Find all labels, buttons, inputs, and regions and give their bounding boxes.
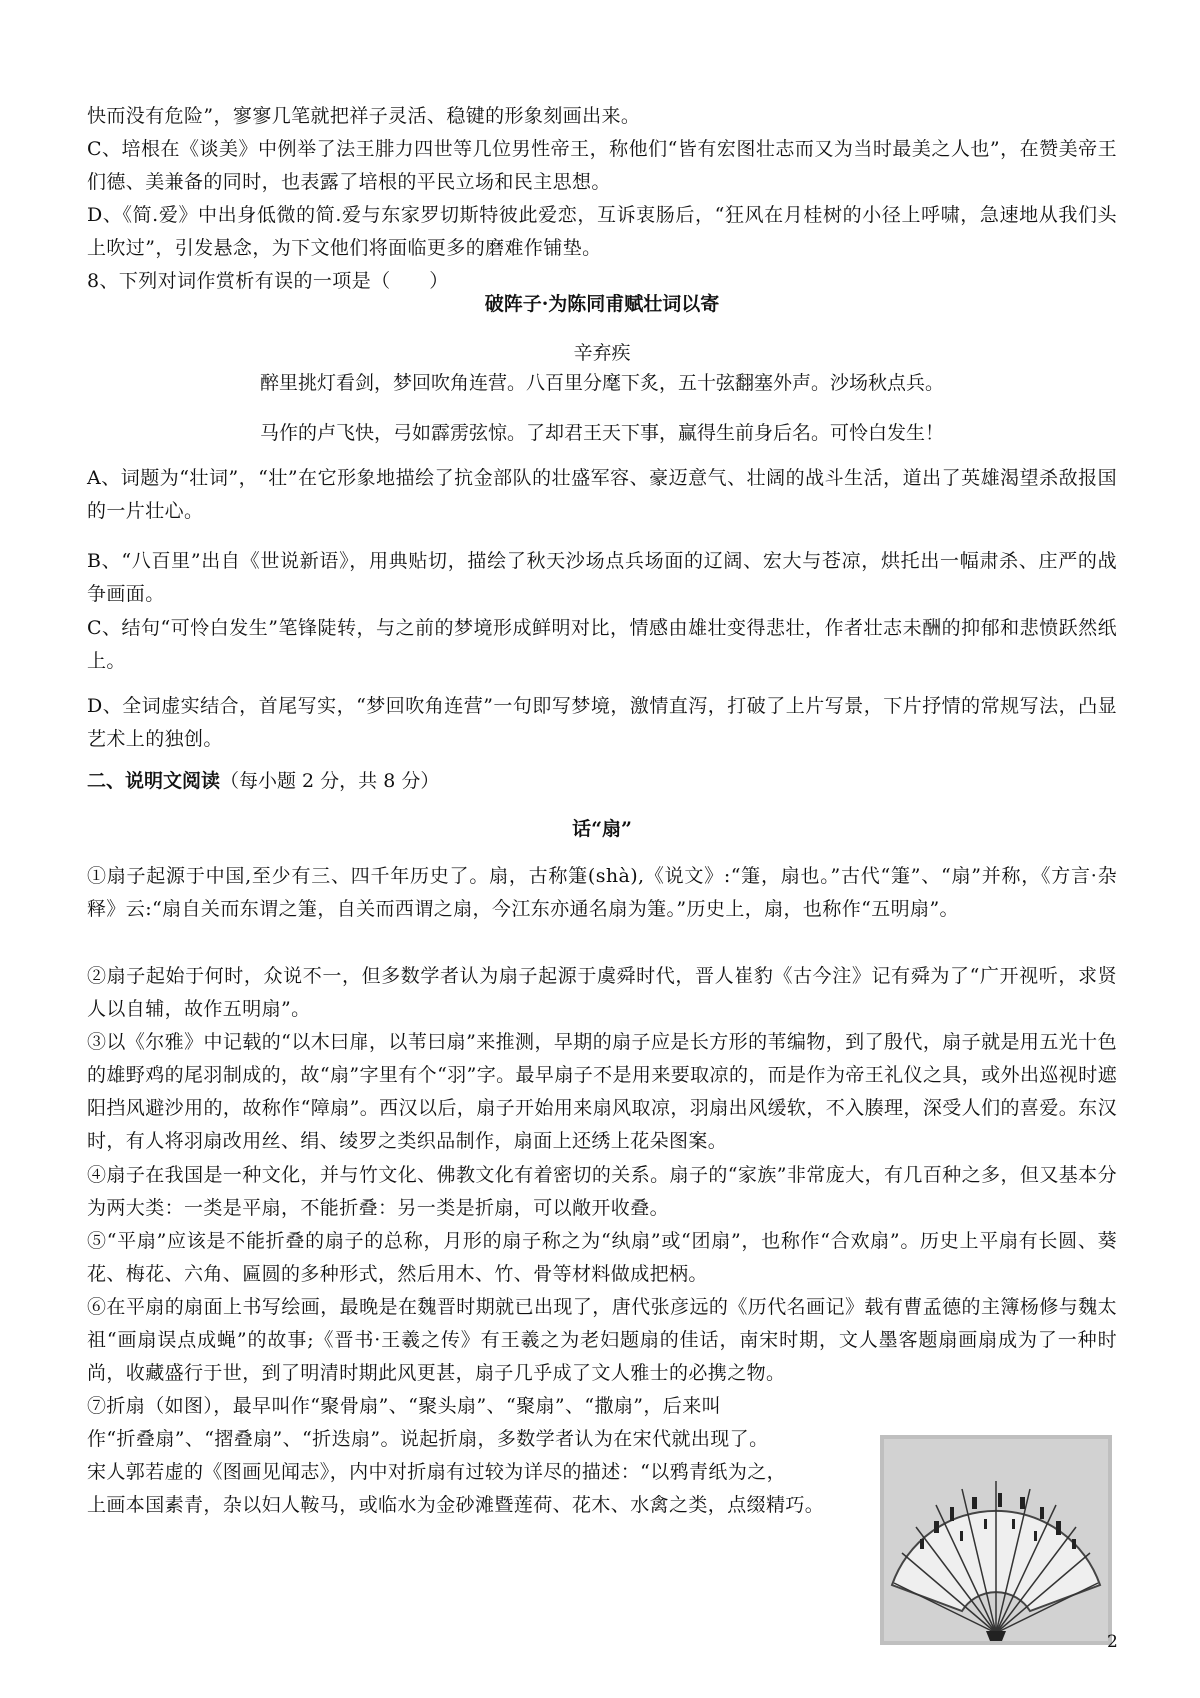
text-line: 快而没有危险”，寥寥几笔就把祥子灵活、稳键的形象刻画出来。 bbox=[87, 105, 641, 127]
option-c-prev: C、培根在《谈美》中例举了法王腓力四世等几位男性帝王，称他们“皆有宏图壮志而又为当时最美之人也”，在赞美帝王们德、美兼备的同时，也表露了培根的平民立场和民主思想。 bbox=[87, 138, 1117, 193]
paragraph-7-line-3: 宋人郭若虚的《图画见闻志》，内中对折扇有过较为详尽的描述：“以鸦青纸为之， bbox=[87, 1461, 787, 1483]
article-title: 话“扇” bbox=[572, 818, 632, 840]
paragraph-6: ⑥在平扇的扇面上书写绘画，最晚是在魏晋时期就已出现了，唐代张彦远的《历代名画记》载有曹孟德的主簿杨修与魏太祖“画扇误点成蝇”的故事;《晋书·王羲之传》有王羲之为老妇题扇的佳话，南宋时期，文人墨客题扇画扇成为了一种时尚，收藏盛行于世，到了明清时期此风更甚，扇子几乎成了文人雅士的必携之物。 bbox=[87, 1296, 1117, 1384]
folding-fan-icon bbox=[880, 1435, 1112, 1645]
poem-line-1: 醉里挑灯看剑，梦回吹角连营。八百里分麾下炙，五十弦翻塞外声。沙场秋点兵。 bbox=[259, 372, 944, 394]
paragraph-7-line-2: 作“折叠扇”、“摺叠扇”、“折迭扇”。说起折扇，多数学者认为在宋代就出现了。 bbox=[87, 1428, 769, 1450]
poem-title: 破阵子·为陈同甫赋壮词以寄 bbox=[484, 293, 720, 315]
paragraph-2: ②扇子起始于何时，众说不一，但多数学者认为扇子起源于虞舜时代，晋人崔豹《古今注》记有舜为了“广开视听，求贤人以自辅，故作五明扇”。 bbox=[87, 965, 1117, 1020]
option-b: B、“八百里”出自《世说新语》，用典贴切，描绘了秋天沙场点兵场面的辽阔、宏大与苍凉，烘托出一幅肃杀、庄严的战争画面。 bbox=[87, 550, 1117, 605]
paragraph-1: ①扇子起源于中国,至少有三、四千年历史了。扇，古称箑(shà),《说文》:“箑，扇也。”古代“箑”、“扇”并称，《方言·杂释》云:“扇自关而东谓之箑，自关而西谓之扇，今江东亦通名扇为箑。”历史上，扇，也称作“五明扇”。 bbox=[87, 865, 1117, 920]
option-c: C、结句“可怜白发生”笔锋陡转，与之前的梦境形成鲜明对比，情感由雄壮变得悲壮，作者壮志未酬的抑郁和悲愤跃然纸上。 bbox=[87, 617, 1117, 672]
poem-line-2: 马作的卢飞快，弓如霹雳弦惊。了却君王天下事，赢得生前身后名。可怜白发生！ bbox=[259, 422, 944, 444]
question-8: 8、下列对词作赏析有误的一项是（ ） bbox=[87, 270, 449, 292]
section-heading bbox=[87, 765, 439, 798]
option-d-prev: D、《简.爱》中出身低微的简.爱与东家罗切斯特彼此爱恋，互诉衷肠后，“狂风在月桂树的小径上呼啸，急速地从我们头上吹过”，引发悬念，为下文他们将面临更多的磨难作铺垫。 bbox=[87, 204, 1117, 259]
paragraph-3: ③以《尔雅》中记载的“以木曰扉，以苇曰扇”来推测，早期的扇子应是长方形的苇编物，到了殷代，扇子就是用五光十色的雄野鸡的尾羽制成的，故“扇”字里有个“羽”字。最早扇子不是用来要取凉的，而是作为帝王礼仪之具，或外出巡视时遮阳挡风避沙用的，故称作“障扇”。西汉以后，扇子开始用来扇风取凉，羽扇出风缓软，不入腠理，深受人们的喜爱。东汉时，有人将羽扇改用丝、绢、绫罗之类织品制作，扇面上还绣上花朵图案。 bbox=[87, 1031, 1117, 1152]
page-number: 2 bbox=[1107, 1632, 1118, 1652]
poem-author: 辛弃疾 bbox=[573, 342, 631, 364]
section-heading-note: （每小题 2 分，共 8 分） bbox=[220, 770, 440, 792]
option-a: A、词题为“壮词”，“壮”在它形象地描绘了抗金部队的壮盛军容、豪迈意气、壮阔的战斗生活，道出了英雄渴望杀敌报国的一片壮心。 bbox=[87, 467, 1117, 522]
option-d: D、全词虚实结合，首尾写实，“梦回吹角连营”一句即写梦境，激情直泻，打破了上片写景，下片抒情的常规写法，凸显艺术上的独创。 bbox=[87, 695, 1117, 750]
paragraph-4: ④扇子在我国是一种文化，并与竹文化、佛教文化有着密切的关系。扇子的“家族”非常庞大，有几百种之多，但又基本分为两大类：一类是平扇，不能折叠：另一类是折扇，可以敞开收叠。 bbox=[87, 1164, 1117, 1219]
paragraph-5: ⑤“平扇”应该是不能折叠的扇子的总称，月形的扇子称之为“纨扇”或“团扇”，也称作“合欢扇”。历史上平扇有长圆、葵花、梅花、六角、匾圆的多种形式，然后用木、竹、骨等材料做成把柄。 bbox=[87, 1230, 1117, 1285]
folding-fan-image bbox=[880, 1435, 1112, 1645]
section-heading-bold: 二、说明文阅读 bbox=[87, 770, 221, 792]
paragraph-7-line-4: 上画本国素青，杂以妇人鞍马，或临水为金砂滩暨莲荷、花木、水禽之类，点缀精巧。 bbox=[87, 1494, 825, 1516]
paragraph-7-line-1: ⑦折扇（如图），最早叫作“聚骨扇”、“聚头扇”、“聚扇”、“撒扇”，后来叫 bbox=[87, 1395, 722, 1417]
